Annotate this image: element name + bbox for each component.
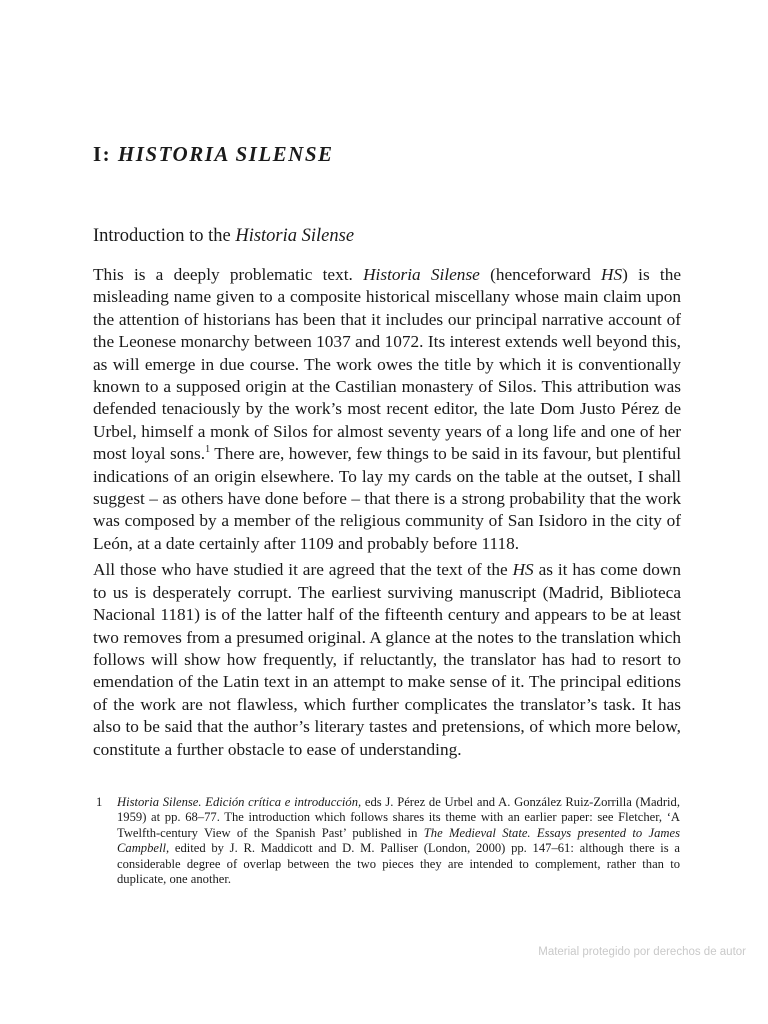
paragraph-1-text: ) is the misleading name given to a composite historical miscellany whose main claim upon the attention of historians has been that it includes our principal narrative account of the Leonese monarchy between 1037 and 1072. Its interest extends well beyond this, as will emerge in due course. The work owes the title by which it is conventionally known to a supposed origin at the Castilian monastery of Silos. This attribution was defended tenaciously by the work’s most recent editor, the late Dom Justo Pérez de Urbel, himself a monk of Silos for almost seventy years of a long life and one of her most loyal sons. xyxy=(93,265,681,464)
chapter-title: HISTORIA SILENSE xyxy=(117,142,334,166)
footnote-italic: The Medieval State. Essays presented to James Campbell, xyxy=(117,825,680,856)
paragraph-2-text: All those who have studied it are agreed that the text of the xyxy=(93,560,513,580)
footnote-italic: Historia Silense. Edición crítica e introducción, xyxy=(117,795,362,809)
paragraph-2-text: as it has come down to us is desperately corrupt. The earliest surviving manuscript (Madrid, Biblioteca Nacional 1181) is of the latter half of the fifteenth century and appears to be at least two removes from a presumed original. A glance at the notes to the translation which follows will show how frequently, if reluctantly, the translator has had to resort to emendation of the Latin text in an attempt to make sense of it. The principal editions of the work are not flawless, which further complicates the translator’s task. It has also to be said that the author’s literary tastes and pretensions, of which more below, constitute a further obstacle to ease of understanding. xyxy=(93,560,681,759)
paragraph-1-italic: HS xyxy=(601,265,623,284)
paragraph-2 xyxy=(93,559,681,761)
copyright-watermark: Material protegido por derechos de autor xyxy=(538,946,746,958)
chapter-heading xyxy=(93,142,334,167)
paragraph-1-text: (henceforward xyxy=(479,265,602,284)
footnote-text xyxy=(117,795,680,887)
paragraph-1-text: This is a deeply problematic text. xyxy=(93,265,364,284)
paragraph-1-text: There are, however, few things to be said in its favour, but plentiful indications of an origin elsewhere. To lay my cards on the table at the outset, I shall suggest – as others have done before – that there is a strong probability that the work was composed by a member of the religious community of San Isidoro in the city of León, at a date certainly after 1109 and probably before 1118. xyxy=(93,444,681,553)
chapter-number: I: xyxy=(93,142,112,166)
footnote-reference[interactable]: 1 xyxy=(205,444,211,456)
body-text xyxy=(93,264,681,761)
footnote-body: eds J. Pérez de Urbel and A. González Ruiz-Zorrilla (Madrid, 1959) at pp. 68–77. The introduction which follows shares its theme with an earlier paper: see Fletcher, ‘A Twelfth-century View of the Spanish Past’ published in xyxy=(117,795,680,840)
footnote-body: edited by J. R. Maddicott and D. M. Palliser (London, 2000) pp. 147–61: although there is a considerable degree of overlap between the two pieces they are intended to complement, rather than to duplicate, one another. xyxy=(117,841,680,887)
section-heading xyxy=(93,226,354,247)
paragraph-2-italic: HS xyxy=(512,560,534,580)
footnote-number: 1 xyxy=(96,795,103,809)
paragraph-1-italic: Historia Silense xyxy=(363,265,480,284)
paragraph-1 xyxy=(93,264,681,555)
footnote xyxy=(96,795,680,887)
section-heading-title: Historia Silense xyxy=(235,226,355,246)
section-heading-prefix: Introduction to the xyxy=(93,226,236,246)
